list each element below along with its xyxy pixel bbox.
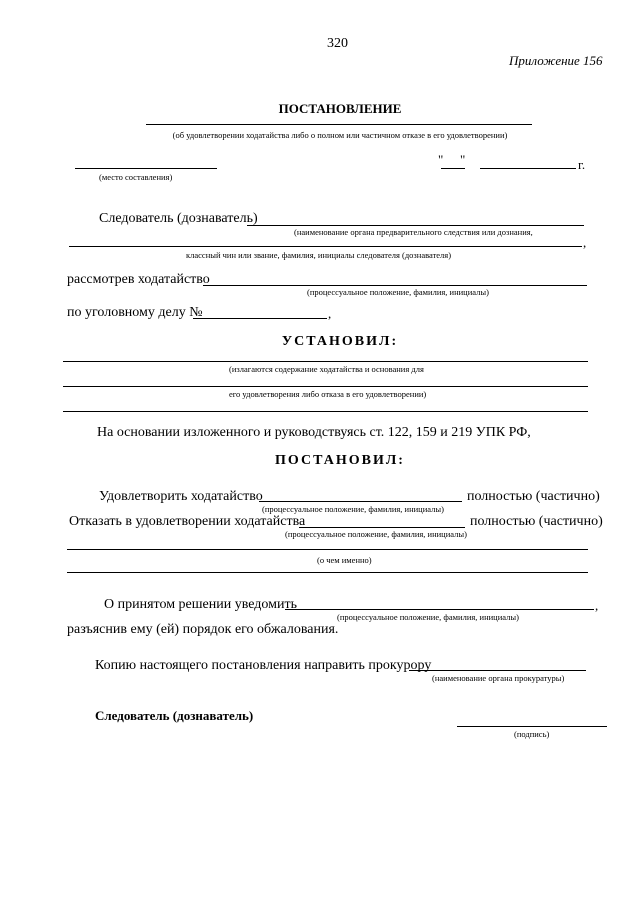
year-suffix: г.	[578, 157, 586, 172]
organ-caption: (наименование органа предварительного следствия или дознания,	[294, 227, 533, 237]
page-number: 320	[327, 36, 348, 51]
title-underline	[146, 124, 532, 125]
signature-label: Следователь (дознаватель)	[95, 708, 254, 723]
petitioner-field[interactable]	[203, 285, 587, 286]
rank-field[interactable]	[69, 246, 582, 247]
case-number-field[interactable]	[193, 318, 327, 319]
notify-label: О принятом решении уведомить	[104, 597, 298, 612]
signature-caption: (подпись)	[514, 729, 550, 739]
grant-suffix: полностью (частично)	[467, 489, 600, 504]
what-field-1[interactable]	[67, 549, 588, 550]
explain-text: разъяснив ему (ей) порядок его обжалования.	[67, 622, 339, 637]
appendix-label: Приложение 156	[509, 53, 603, 68]
date-month-field[interactable]	[480, 168, 576, 169]
prosecutor-caption: (наименование органа прокуратуры)	[432, 673, 565, 683]
grant-field[interactable]	[259, 501, 462, 502]
date-quote-close: "	[460, 152, 466, 167]
document-title: ПОСТАНОВЛЕНИЕ	[278, 101, 402, 116]
notify-caption: (процессуальное положение, фамилия, инициалы)	[337, 612, 519, 622]
notify-field[interactable]	[285, 609, 594, 610]
date-day-field[interactable]	[441, 168, 465, 169]
rank-comma: ,	[583, 235, 587, 250]
content-field-1[interactable]	[63, 361, 588, 362]
copy-label: Копию настоящего постановления направить прокурору	[95, 658, 432, 673]
place-caption: (место составления)	[99, 172, 173, 182]
petitioner-caption: (процессуальное положение, фамилия, инициалы)	[307, 287, 489, 297]
investigator-field[interactable]	[247, 225, 584, 226]
content-field-2[interactable]	[63, 386, 588, 387]
content-field-3[interactable]	[63, 411, 588, 412]
investigator-label: Следователь (дознаватель)	[99, 211, 258, 226]
content-caption-1: (излагаются содержание ходатайства и основания для	[229, 364, 424, 374]
signature-field[interactable]	[457, 726, 607, 727]
reviewed-label: рассмотрев ходатайство	[67, 272, 210, 287]
rank-caption: классный чин или звание, фамилия, инициалы следователя (дознавателя)	[186, 250, 452, 260]
refuse-label: Отказать в удовлетворении ходатайства	[69, 514, 306, 529]
grant-caption: (процессуальное положение, фамилия, инициалы)	[262, 504, 444, 514]
what-caption: (о чем именно)	[317, 555, 372, 565]
refuse-field[interactable]	[299, 527, 465, 528]
refuse-caption: (процессуальное положение, фамилия, инициалы)	[285, 529, 467, 539]
date-quote-open: "	[438, 152, 444, 167]
content-caption-2: его удовлетворения либо отказа в его удовлетворении)	[229, 389, 427, 399]
case-comma: ,	[328, 306, 332, 321]
what-field-2[interactable]	[67, 572, 588, 573]
basis-text: На основании изложенного и руководствуясь ст. 122, 159 и 219 УПК РФ,	[97, 425, 531, 440]
prosecutor-field[interactable]	[409, 670, 586, 671]
place-field[interactable]	[75, 168, 217, 169]
case-label: по уголовному делу №	[67, 305, 203, 320]
refuse-suffix: полностью (частично)	[470, 514, 603, 529]
grant-label: Удовлетворить ходатайство	[99, 489, 263, 504]
document-subtitle: (об удовлетворении ходатайства либо о полном или частичном отказе в его удовлетворении)	[172, 130, 508, 140]
established-heading: УСТАНОВИЛ:	[281, 334, 399, 349]
notify-comma: ,	[595, 598, 599, 613]
resolved-heading: ПОСТАНОВИЛ:	[275, 453, 405, 468]
